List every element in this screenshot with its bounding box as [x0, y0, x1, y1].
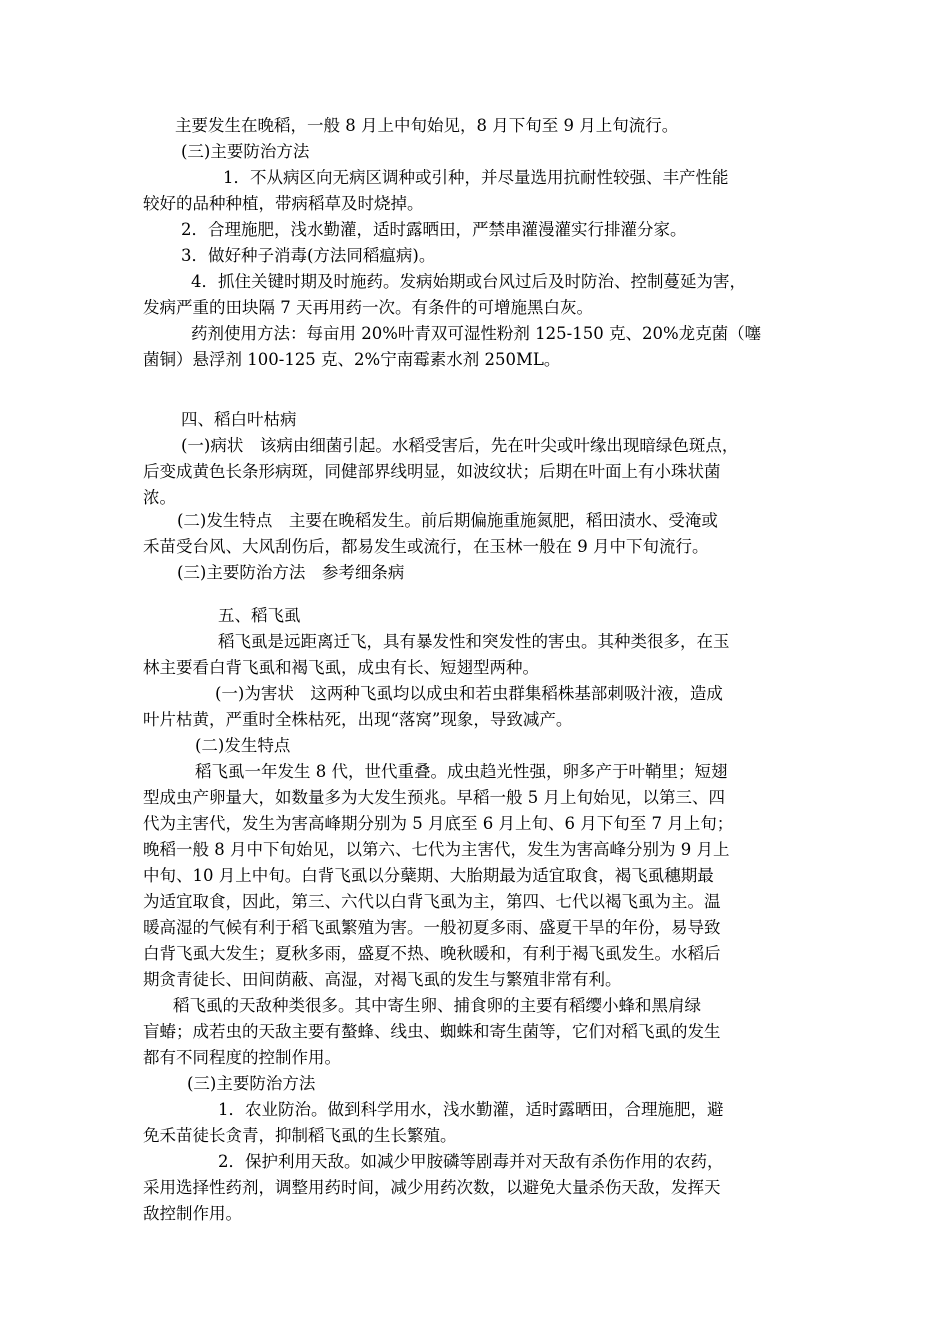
paragraph	[143, 321, 808, 373]
paragraph	[143, 508, 808, 560]
text-line: (三)主要防治方法	[181, 142, 310, 161]
text-line: 后变成黄色长条形病斑，同健部界线明显，如波纹状；后期在叶面上有小珠状菌	[143, 462, 721, 481]
text-line: 较好的品种种植，带病稻草及时烧掉。	[143, 194, 424, 213]
text-line: 2．保护利用天敌。如减少甲胺磷等剧毒并对天敌有杀伤作用的农药，	[218, 1152, 724, 1171]
paragraph	[143, 560, 808, 586]
paragraph	[143, 1149, 808, 1227]
text-line: 主要发生在晚稻，一般 8 月上中旬始见，8 月下旬至 9 月上旬流行。	[175, 116, 679, 135]
paragraph	[143, 113, 808, 139]
paragraph	[143, 629, 808, 681]
text-line: 盲蝽；成若虫的天敌主要有螯蜂、线虫、蜘蛛和寄生菌等，它们对稻飞虱的发生	[143, 1022, 721, 1041]
text-line: 暖高湿的气候有利于稻飞虱繁殖为害。一般初夏多雨、盛夏干旱的年份，易导致	[143, 918, 721, 937]
text-line: 采用选择性药剂，调整用药时间，减少用药次数，以避免大量杀伤天敌，发挥天	[143, 1178, 721, 1197]
text-line: 禾苗受台风、大风刮伤后，都易发生或流行，在玉林一般在 9 月中下旬流行。	[143, 537, 709, 556]
text-line: (三)主要防治方法	[187, 1074, 316, 1093]
text-line: 晚稻一般 8 月中下旬始见，以第六、七代为主害代，发生为害高峰分别为 9 月上	[143, 840, 730, 859]
text-line: 期贪青徒长、田间荫蔽、高湿，对褐飞虱的发生与繁殖非常有利。	[143, 970, 622, 989]
text-line: (一)病状 该病由细菌引起。水稻受害后，先在叶尖或叶缘出现暗绿色斑点，	[181, 436, 739, 455]
section-heading	[143, 139, 808, 165]
paragraph	[143, 433, 808, 511]
text-line: (二)发生特点 主要在晚稻发生。前后期偏施重施氮肥，稻田渍水、受淹或	[177, 511, 718, 530]
text-line: 型成虫产卵量大，如数量多为大发生预兆。早稻一般 5 月上旬始见，以第三、四	[143, 788, 725, 807]
text-line: 发病严重的田块隔 7 天再用药一次。有条件的可增施黑白灰。	[143, 298, 593, 317]
text-line: 代为主害代，发生为害高峰期分别为 5 月底至 6 月上旬、6 月下旬至 7 月上旬；	[143, 814, 734, 833]
paragraph	[143, 993, 808, 1071]
text-line: 中旬、10 月上中旬。白背飞虱以分蘖期、大胎期最为适宜取食，褐飞虱穗期最	[143, 866, 714, 885]
paragraph	[143, 759, 808, 993]
text-line: (一)为害状 这两种飞虱均以成虫和若虫群集稻株基部刺吸汁液，造成	[215, 684, 723, 703]
text-line: 菌铜）悬浮剂 100-125 克、2%宁南霉素水剂 250ML。	[143, 350, 561, 369]
paragraph	[143, 243, 808, 269]
paragraph	[143, 165, 808, 217]
paragraph	[143, 217, 808, 243]
section-heading	[143, 407, 808, 433]
text-line: 都有不同程度的控制作用。	[143, 1048, 341, 1067]
text-line: 敌控制作用。	[143, 1204, 242, 1223]
text-line: 稻飞虱一年发生 8 代，世代重叠。成虫趋光性强，卵多产于叶鞘里；短翅	[195, 762, 728, 781]
section-heading	[143, 603, 808, 629]
paragraph	[143, 1097, 808, 1149]
text-line: 1．不从病区向无病区调种或引种，并尽量选用抗耐性较强、丰产性能	[223, 168, 729, 187]
text-line: (二)发生特点	[195, 736, 291, 755]
text-line: 3．做好种子消毒(方法同稻瘟病)。	[181, 246, 436, 265]
text-line: 叶片枯黄，严重时全株枯死，出现“落窝”现象，导致减产。	[143, 710, 573, 729]
text-line: 稻飞虱的天敌种类很多。其中寄生卵、捕食卵的主要有稻缨小蜂和黑肩绿	[173, 996, 701, 1015]
text-line: 稻飞虱是远距离迁飞，具有暴发性和突发性的害虫。其种类很多，在玉	[218, 632, 730, 651]
text-line: 1．农业防治。做到科学用水，浅水勤灌，适时露晒田，合理施肥，避	[218, 1100, 724, 1119]
text-line: 免禾苗徒长贪青，抑制稻飞虱的生长繁殖。	[143, 1126, 457, 1145]
text-line: (三)主要防治方法 参考细条病	[177, 563, 405, 582]
section-heading	[143, 733, 808, 759]
text-line: 四、稻白叶枯病	[181, 410, 297, 429]
section-heading	[143, 1071, 808, 1097]
text-line: 浓。	[143, 488, 176, 507]
text-line: 4．抓住关键时期及时施药。发病始期或台风过后及时防治、控制蔓延为害，	[191, 272, 746, 291]
text-line: 林主要看白背飞虱和褐飞虱，成虫有长、短翅型两种。	[143, 658, 539, 677]
text-line: 2．合理施肥，浅水勤灌，适时露晒田，严禁串灌漫灌实行排灌分家。	[181, 220, 687, 239]
text-line: 白背飞虱大发生；夏秋多雨，盛夏不热、晚秋暖和，有利于褐飞虱发生。水稻后	[143, 944, 721, 963]
paragraph	[143, 681, 808, 733]
paragraph	[143, 269, 808, 321]
text-line: 五、稻飞虱	[218, 606, 301, 625]
text-line: 为适宜取食，因此，第三、六代以白背飞虱为主，第四、七代以褐飞虱为主。温	[143, 892, 721, 911]
text-line: 药剂使用方法：每亩用 20%叶青双可湿性粉剂 125-150 克、20%龙克菌（噻	[191, 324, 762, 343]
